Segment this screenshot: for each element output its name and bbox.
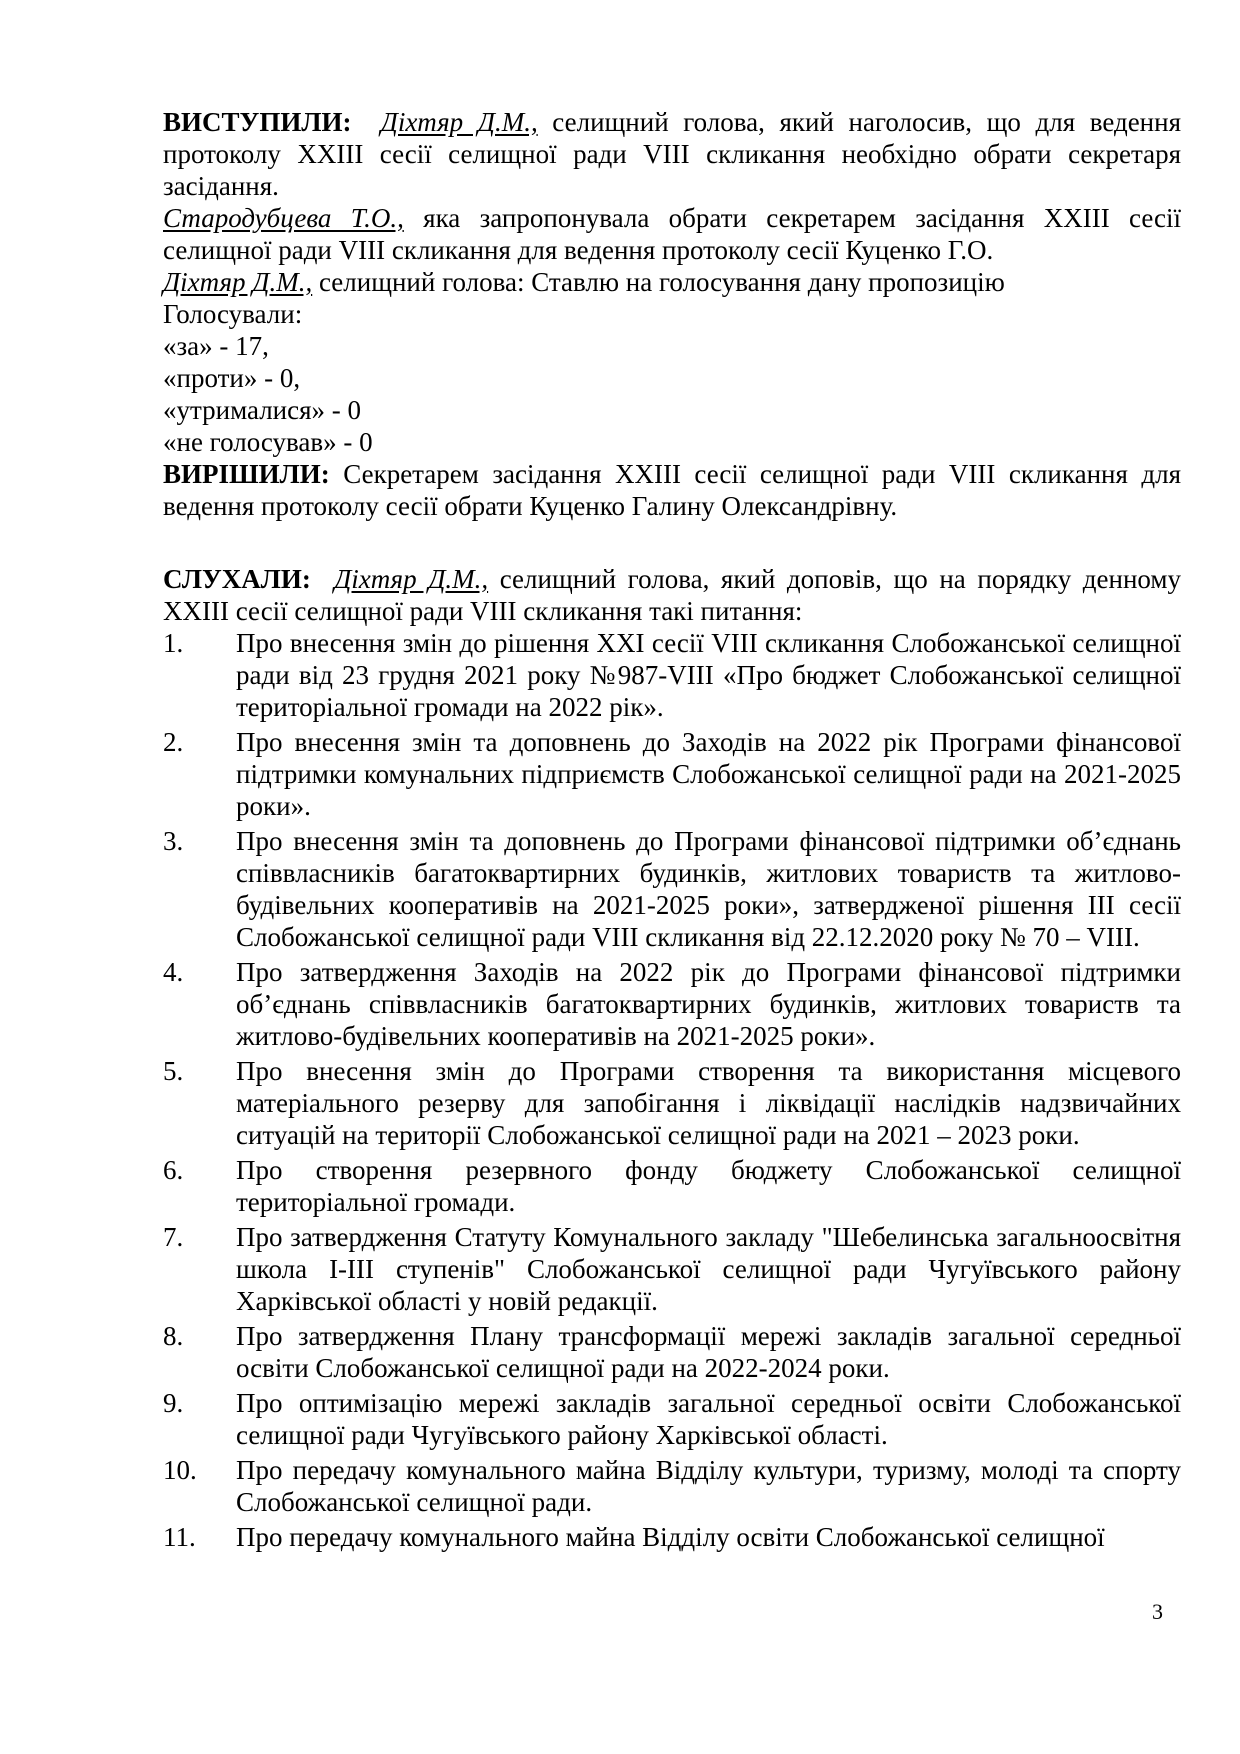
agenda-item-text: Про внесення змін до рішення XXI сесії VIII скликання Слобожанської селищної ради від 23 грудня 2021 року №987-VIII «Про бюджет Слобожанської селищної територіальної громади на 2022 рік». — [236, 628, 1181, 722]
agenda-item-text: Про оптимізацію мережі закладів загальної середньої освіти Слобожанської селищної ради Чугуївського району Харківської області. — [236, 1388, 1181, 1450]
agenda-item-number: 9. — [163, 1388, 184, 1418]
agenda-item — [163, 1387, 1181, 1451]
reporter-name: Діхтяр Д.М., — [334, 564, 489, 594]
agenda-item — [163, 627, 1181, 723]
agenda-item — [163, 1521, 1181, 1553]
agenda-item-number: 3. — [163, 826, 184, 856]
chair-name: Діхтяр Д.М., — [163, 267, 313, 297]
vote-label: Голосували: — [163, 299, 303, 329]
agenda-item — [163, 1454, 1181, 1518]
decision-text: Секретарем засідання XXIII сесії селищної ради VIII скликання для ведення протоколу сесії обрати Куценко Галину Олександрівну. — [163, 459, 1181, 521]
agenda-item-text: Про затвердження Статуту Комунального закладу "Шебелинська загальноосвітня школа І-ІІІ ступенів" Слобожанської селищної ради Чугуївського району Харківської області у новій редакції. — [236, 1222, 1181, 1316]
proposer-name: Стародубцева Т.О., — [163, 203, 404, 233]
vote-against: «проти» - 0, — [163, 363, 301, 393]
agenda-item — [163, 825, 1181, 953]
vote-not-voted: «не голосував» - 0 — [163, 427, 373, 457]
agenda-item-number: 7. — [163, 1222, 184, 1252]
agenda-item-text: Про внесення змін до Програми створення та використання місцевого матеріального резерву для запобігання і ліквідації наслідків надзвичайних ситуацій на території Слобожанської селищної ради на 2021 – 2023 роки. — [236, 1056, 1181, 1150]
agenda-item-text: Про передачу комунального майна Відділу освіти Слобожанської селищної — [236, 1522, 1105, 1552]
agenda-item — [163, 1221, 1181, 1317]
vote-call-line — [163, 266, 1181, 298]
proposal-text: яка запропонувала обрати секретарем засідання XXIII сесії селищної ради VIII скликання для ведення протоколу сесії Куценко Г.О. — [163, 203, 1181, 265]
agenda-item — [163, 1055, 1181, 1151]
speakers-label: ВИСТУПИЛИ: — [163, 107, 352, 137]
vote-call-text: селищний голова: Ставлю на голосування дану пропозицію — [312, 267, 1005, 297]
agenda-item — [163, 726, 1181, 822]
agenda-list — [163, 627, 1181, 1553]
page-number: 3 — [1152, 1599, 1163, 1624]
decision-paragraph — [163, 458, 1181, 522]
agenda-item-text: Про внесення змін та доповнень до Програми фінансової підтримки об’єднань співвласників багатоквартирних будинків, житлових товариств та житлово-будівельних кооперативів на 2021-2025 роки», затвердженої рішення III сесії Слобожанської селищної ради VIII скликання від 22.12.2020 року № 70 – VIII. — [236, 826, 1181, 952]
agenda-item-text: Про передачу комунального майна Відділу культури, туризму, молоді та спорту Слобожанської селищної ради. — [236, 1455, 1181, 1517]
heard-paragraph — [163, 563, 1181, 627]
agenda-item-number: 4. — [163, 957, 184, 987]
agenda-item-number: 6. — [163, 1155, 184, 1185]
agenda-item — [163, 956, 1181, 1052]
proposal-paragraph — [163, 202, 1181, 266]
heard-text: селищний голова, який доповів, що на порядку денному XXIII сесії селищної ради VIII скликання такі питання: — [163, 564, 1181, 626]
heard-label: СЛУХАЛИ: — [163, 564, 311, 594]
agenda-item-number: 11. — [163, 1522, 196, 1552]
speaker-text: селищний голова, який наголосив, що для ведення протоколу XXIII сесії селищної ради VIII скликання необхідно обрати секретаря засідання. — [163, 107, 1181, 201]
agenda-item-text: Про створення резервного фонду бюджету Слобожанської селищної територіальної громади. — [236, 1155, 1181, 1217]
vote-for: «за» - 17, — [163, 331, 269, 361]
decision-label: ВИРІШИЛИ: — [163, 459, 330, 489]
speaker-name: Діхтяр Д.М., — [380, 107, 538, 137]
vote-abstained: «утрималися» - 0 — [163, 395, 362, 425]
agenda-item-number: 8. — [163, 1321, 184, 1351]
agenda-item-text: Про затвердження Плану трансформації мережі закладів загальної середньої освіти Слобожанської селищної ради на 2022-2024 роки. — [236, 1321, 1181, 1383]
agenda-item-number: 1. — [163, 628, 184, 658]
agenda-item-number: 2. — [163, 727, 184, 757]
speakers-paragraph — [163, 106, 1181, 202]
agenda-item-number: 5. — [163, 1056, 184, 1086]
agenda-item-text: Про затвердження Заходів на 2022 рік до Програми фінансової підтримки об’єднань співвласників багатоквартирних будинків, житлових товариств та житлово-будівельних кооперативів на 2021-2025 роки». — [236, 957, 1181, 1051]
agenda-item-text: Про внесення змін та доповнень до Заходів на 2022 рік Програми фінансової підтримки комунальних підприємств Слобожанської селищної ради на 2021-2025 роки». — [236, 727, 1181, 821]
agenda-item — [163, 1320, 1181, 1384]
agenda-item-number: 10. — [163, 1455, 197, 1485]
agenda-item — [163, 1154, 1181, 1218]
